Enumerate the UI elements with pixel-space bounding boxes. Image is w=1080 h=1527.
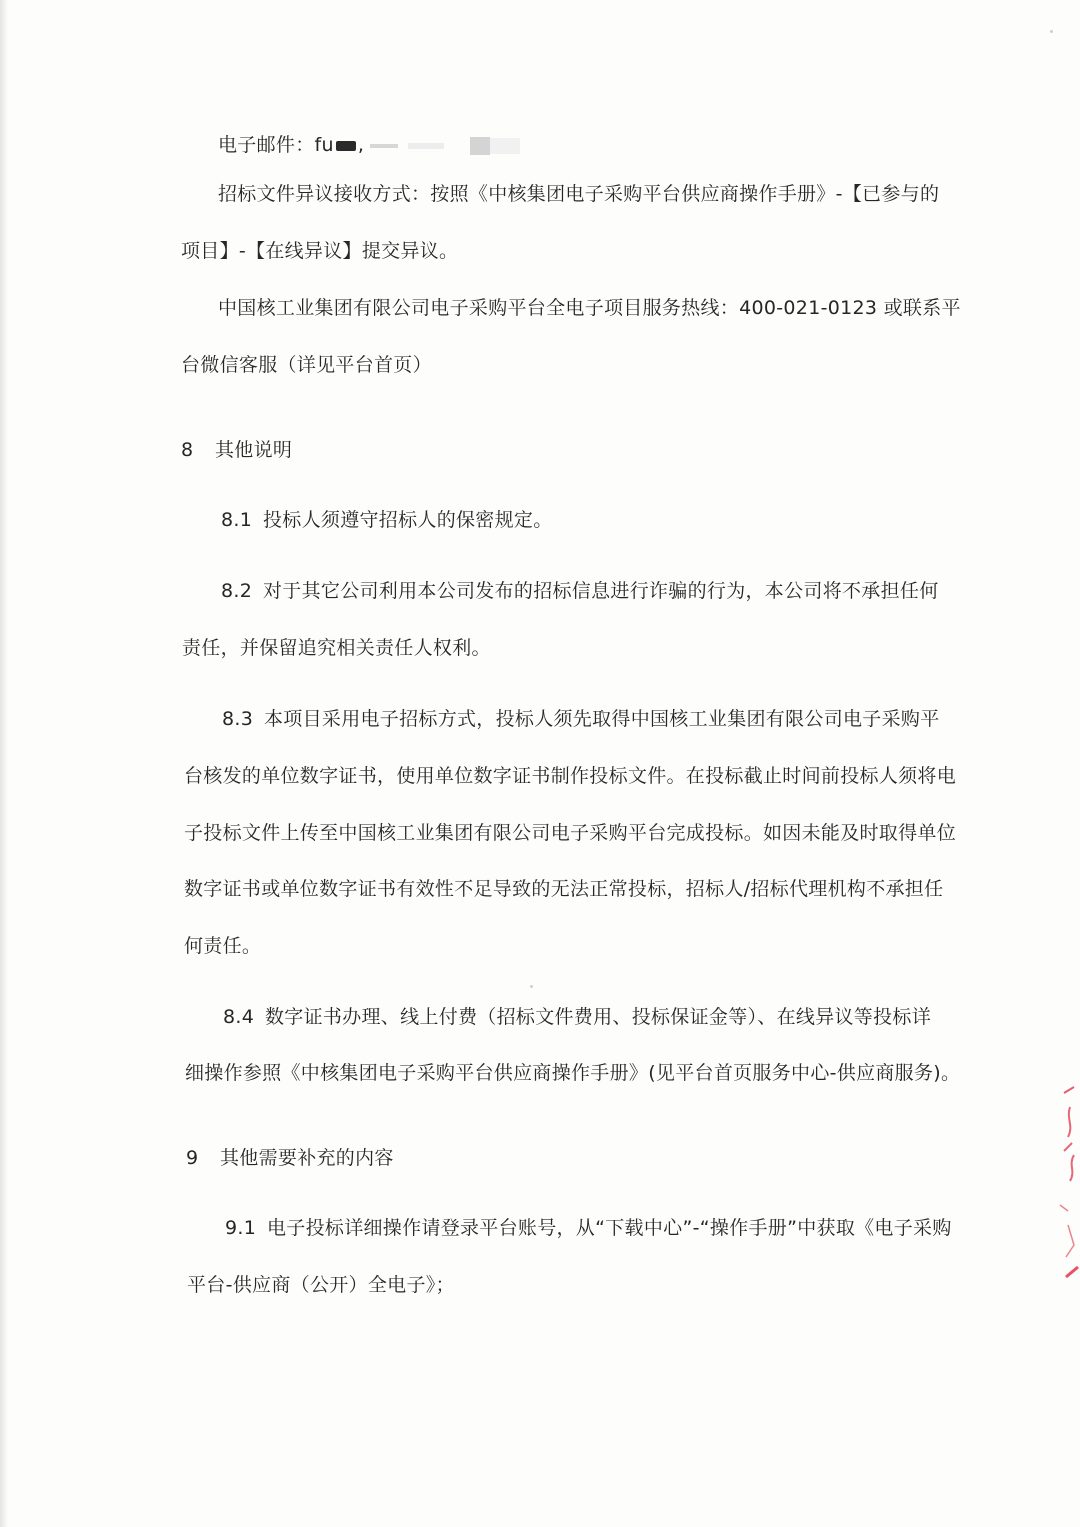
item-8-2 xyxy=(221,578,939,604)
section-title: 其他需要补充的内容 xyxy=(220,1147,394,1169)
objection-line-2: 项目】-【在线异议】提交异议。 xyxy=(181,240,459,262)
scan-speck xyxy=(1050,30,1053,33)
item-text: 对于其它公司利用本公司发布的招标信息进行诈骗的行为，本公司将不承担任何 xyxy=(263,580,939,602)
section-9-heading xyxy=(186,1145,394,1171)
item-number: 8.1 xyxy=(221,509,253,531)
objection-line-1: 招标文件异议接收方式：按照《中核集团电子采购平台供应商操作手册》-【已参与的 xyxy=(218,183,940,205)
item-8-4 xyxy=(223,1004,931,1030)
redaction-mark xyxy=(336,141,356,151)
item-8-4-cont: 细操作参照《中核集团电子采购平台供应商操作手册》(见平台首页服务中心-供应商服务)。 xyxy=(185,1062,961,1084)
hotline-line-2: 台微信客服（详见平台首页） xyxy=(181,354,432,376)
item-8-3-cont: 数字证书或单位数字证书有效性不足导致的无法正常投标，招标人/招标代理机构不承担任 xyxy=(184,878,944,900)
section-number: 9 xyxy=(186,1147,199,1169)
item-8-3-cont: 子投标文件上传至中国核工业集团有限公司电子采购平台完成投标。如因未能及时取得单位 xyxy=(184,822,957,844)
red-seal-fragment xyxy=(1054,1085,1080,1285)
section-number: 8 xyxy=(181,439,194,461)
item-9-1-cont: 平台-供应商（公开）全电子》； xyxy=(187,1274,455,1296)
redaction-block xyxy=(490,138,520,154)
redaction-mark xyxy=(408,143,444,149)
email-value: fu xyxy=(314,134,334,156)
item-8-3 xyxy=(222,706,940,732)
item-8-3-cont: 台核发的单位数字证书，使用单位数字证书制作投标文件。在投标截止时间前投标人须将电 xyxy=(184,765,957,787)
item-text: 投标人须遵守招标人的保密规定。 xyxy=(263,509,553,531)
item-9-1 xyxy=(225,1215,952,1241)
hotline-line-1: 中国核工业集团有限公司电子采购平台全电子项目服务热线：400-021-0123 或联系平 xyxy=(218,297,961,319)
redaction-block xyxy=(470,137,490,155)
item-8-2-cont: 责任，并保留追究相关责任人权利。 xyxy=(182,637,491,659)
email-label: 电子邮件： xyxy=(218,134,315,156)
item-text: 数字证书办理、线上付费（招标文件费用、投标保证金等）、在线异议等投标详 xyxy=(265,1006,932,1028)
section-title: 其他说明 xyxy=(215,439,293,461)
scan-speck xyxy=(530,985,533,988)
item-8-1 xyxy=(221,507,553,533)
section-8-heading xyxy=(181,437,292,463)
item-number: 8.3 xyxy=(222,708,254,730)
redaction-mark xyxy=(370,144,398,148)
item-number: 9.1 xyxy=(225,1217,257,1239)
email-line: 电子邮件：fu , xyxy=(218,132,520,158)
item-number: 8.2 xyxy=(221,580,253,602)
item-text: 电子投标详细操作请登录平台账号，从“下载中心”-“操作手册”中获取《电子采购 xyxy=(267,1217,952,1239)
item-text: 本项目采用电子招标方式，投标人须先取得中国核工业集团有限公司电子采购平 xyxy=(264,708,940,730)
item-number: 8.4 xyxy=(223,1006,255,1028)
item-8-3-cont: 何责任。 xyxy=(184,935,262,957)
scan-edge-shadow xyxy=(0,0,8,1527)
